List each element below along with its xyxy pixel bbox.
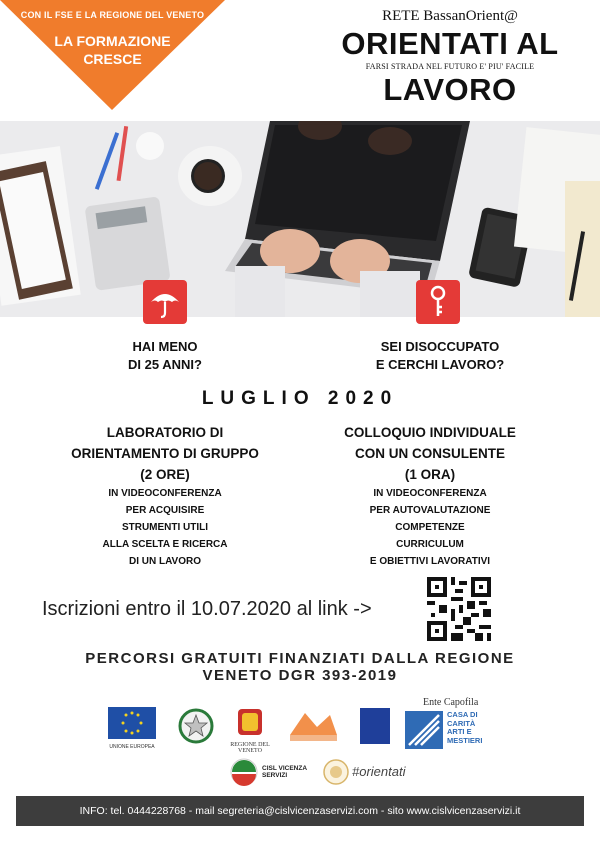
cisl-name: [262, 765, 307, 779]
age-question: [100, 338, 230, 374]
desk-photo: [0, 121, 600, 317]
cisl-name-line2: SERVIZI: [262, 772, 288, 779]
registration-text: Iscrizioni entro il 10.07.2020 al link ->: [42, 598, 372, 620]
network-name: RETE BassanOrient@: [382, 8, 518, 24]
banner-line2a: LA FORMAZIONE: [54, 33, 171, 49]
individual-interview-body-line: E OBIETTIVI LAVORATIVI: [369, 556, 491, 567]
individual-interview-body-line: PER AUTOVALUTAZIONE: [369, 505, 491, 516]
unemployed-question-line2: E CERCHI LAVORO?: [375, 357, 505, 372]
contact-footer: INFO: tel. 0444228768 - mail segreteria@cislvicenzaservizi.com - sito www.cislvicenzaservizi.it: [16, 796, 584, 826]
group-workshop-body-line: ALLA SCELTA E RICERCA: [102, 539, 228, 550]
lead-body-name-line: CARITÀ: [447, 718, 476, 728]
program-graphic-icon: [285, 705, 340, 745]
page-title-line1: ORIENTATI AL: [341, 26, 559, 61]
cisl-name-line1: CISL VICENZA: [262, 765, 308, 772]
lead-body-name-line: MESTIERI: [447, 735, 483, 745]
hashtag-orientati: #orientati: [352, 764, 406, 779]
page-title-line2: LAVORO: [383, 72, 517, 107]
banner-line2b: CRESCE: [83, 51, 142, 67]
group-workshop-body-line: IN VIDEOCONFERENZA: [108, 488, 222, 499]
key-icon: [416, 280, 460, 324]
group-workshop-duration: (2 ORE): [140, 467, 190, 482]
banner-line1: CON IL FSE E LA REGIONE DEL VENETO: [20, 10, 205, 20]
qr-code-graphic: [427, 577, 491, 641]
lead-body-name-line: ARTI E: [447, 727, 472, 736]
group-workshop-title2: ORIENTAMENTO DI GRUPPO: [71, 446, 259, 461]
orientati-seal: [322, 758, 350, 786]
individual-interview-duration: (1 ORA): [404, 467, 456, 482]
funding-line2: VENETO DGR 393-2019: [202, 667, 398, 684]
lead-body-name-line: CASA DI: [447, 710, 478, 719]
seal-icon: [322, 758, 350, 786]
qr-code[interactable]: [427, 577, 491, 641]
accredited-body-logo: [360, 708, 390, 744]
group-workshop-body-line: PER ACQUISIRE: [125, 505, 205, 516]
individual-interview-body-line: IN VIDEOCONFERENZA: [373, 488, 487, 499]
group-workshop-body-line: STRUMENTI UTILI: [121, 522, 209, 533]
emblem-star-icon: [178, 707, 214, 745]
lead-body-label: Ente Capofila: [423, 697, 479, 708]
cisl-mark-icon: [230, 758, 258, 786]
regione-veneto-logo: [220, 707, 280, 754]
unemployed-question: [360, 338, 520, 374]
italian-republic-emblem: [178, 707, 214, 747]
eu-logo: [108, 707, 156, 750]
individual-interview-body-line: COMPETENZE: [395, 522, 465, 533]
funding-statement: [0, 650, 600, 684]
lion-shield-icon: [220, 707, 280, 737]
funding-line1: PERCORSI GRATUITI FINANZIATI DALLA REGIONE: [85, 650, 515, 667]
promo-banner: [0, 0, 225, 110]
tagline: FARSI STRADA NEL FUTURO E' PIU' FACILE: [365, 62, 535, 71]
eu-logo-label: UNIONE EUROPEA: [109, 744, 155, 750]
unemployed-question-line1: SEI DISOCCUPATO: [380, 339, 500, 354]
individual-interview-body-line: CURRICULUM: [396, 539, 464, 550]
regional-program-logo: [285, 705, 340, 745]
age-question-line2: DI 25 ANNI?: [128, 357, 202, 372]
desk-illustration: [0, 121, 600, 317]
individual-interview-title2: CON UN CONSULENTE: [354, 446, 505, 461]
month-heading: LUGLIO 2020: [201, 388, 399, 409]
umbrella-icon: [143, 280, 187, 324]
individual-interview-offer: [305, 422, 555, 570]
group-workshop-offer: [40, 422, 290, 570]
group-workshop-body-line: DI UN LAVORO: [128, 556, 202, 567]
cisl-logo: [230, 758, 320, 788]
banner-line2: [0, 32, 225, 68]
group-workshop-title1: LABORATORIO DI: [106, 425, 224, 440]
lead-body-name: [447, 711, 482, 745]
age-question-line1: HAI MENO: [132, 339, 198, 354]
regione-veneto-label: REGIONE DEL VENETO: [230, 742, 270, 754]
lead-body-mark-icon: [405, 711, 443, 749]
eu-flag-icon: [108, 707, 156, 739]
lead-body-logo: [405, 697, 505, 749]
individual-interview-title1: COLLOQUIO INDIVIDUALE: [344, 425, 516, 440]
